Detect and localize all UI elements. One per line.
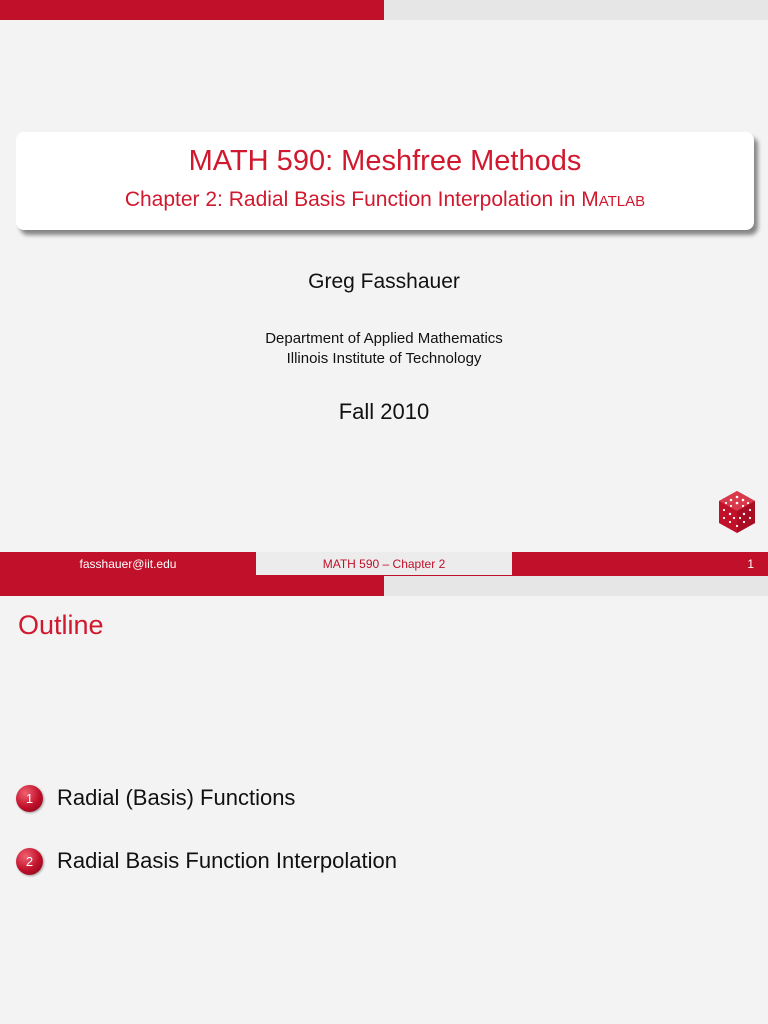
header-bar-light: [384, 0, 768, 20]
iit-cube-logo-icon: [718, 490, 756, 534]
outline-item-label: Radial (Basis) Functions: [57, 785, 296, 810]
outline-slide: [0, 576, 768, 1024]
header-bar: [0, 0, 768, 20]
outline-number-ball: 1: [16, 785, 43, 812]
department-name: Department of Applied Mathematics: [265, 330, 503, 347]
header-bar-2-light: [384, 576, 768, 596]
outline-list: [16, 784, 756, 910]
outline-number-ball: 2: [16, 848, 43, 875]
author-name: Greg Fasshauer: [308, 270, 460, 293]
subtitle-text: Chapter 2: Radial Basis Function Interpolation in: [124, 188, 582, 211]
footer-bar: [0, 552, 768, 576]
header-bar-2: [0, 576, 768, 596]
presentation-title: MATH 590: Meshfree Methods: [188, 145, 582, 177]
outline-item: [16, 847, 756, 910]
header-bar-accent: [0, 0, 384, 20]
footer-page-number: 1: [512, 552, 768, 576]
footer-email: fasshauer@iit.edu: [0, 552, 256, 576]
footer-course: MATH 590 – Chapter 2: [256, 552, 512, 576]
subtitle-matlab: Matlab: [581, 188, 646, 211]
institute-name: Illinois Institute of Technology: [286, 350, 482, 367]
presentation-subtitle: [16, 187, 754, 213]
institute-block: [0, 329, 768, 369]
title-box: [16, 132, 754, 230]
outline-item: [16, 784, 756, 847]
presentation-date: Fall 2010: [338, 399, 430, 424]
outline-item-label: Radial Basis Function Interpolation: [57, 848, 397, 873]
header-bar-2-accent: [0, 576, 384, 596]
frame-title: Outline: [18, 610, 104, 640]
